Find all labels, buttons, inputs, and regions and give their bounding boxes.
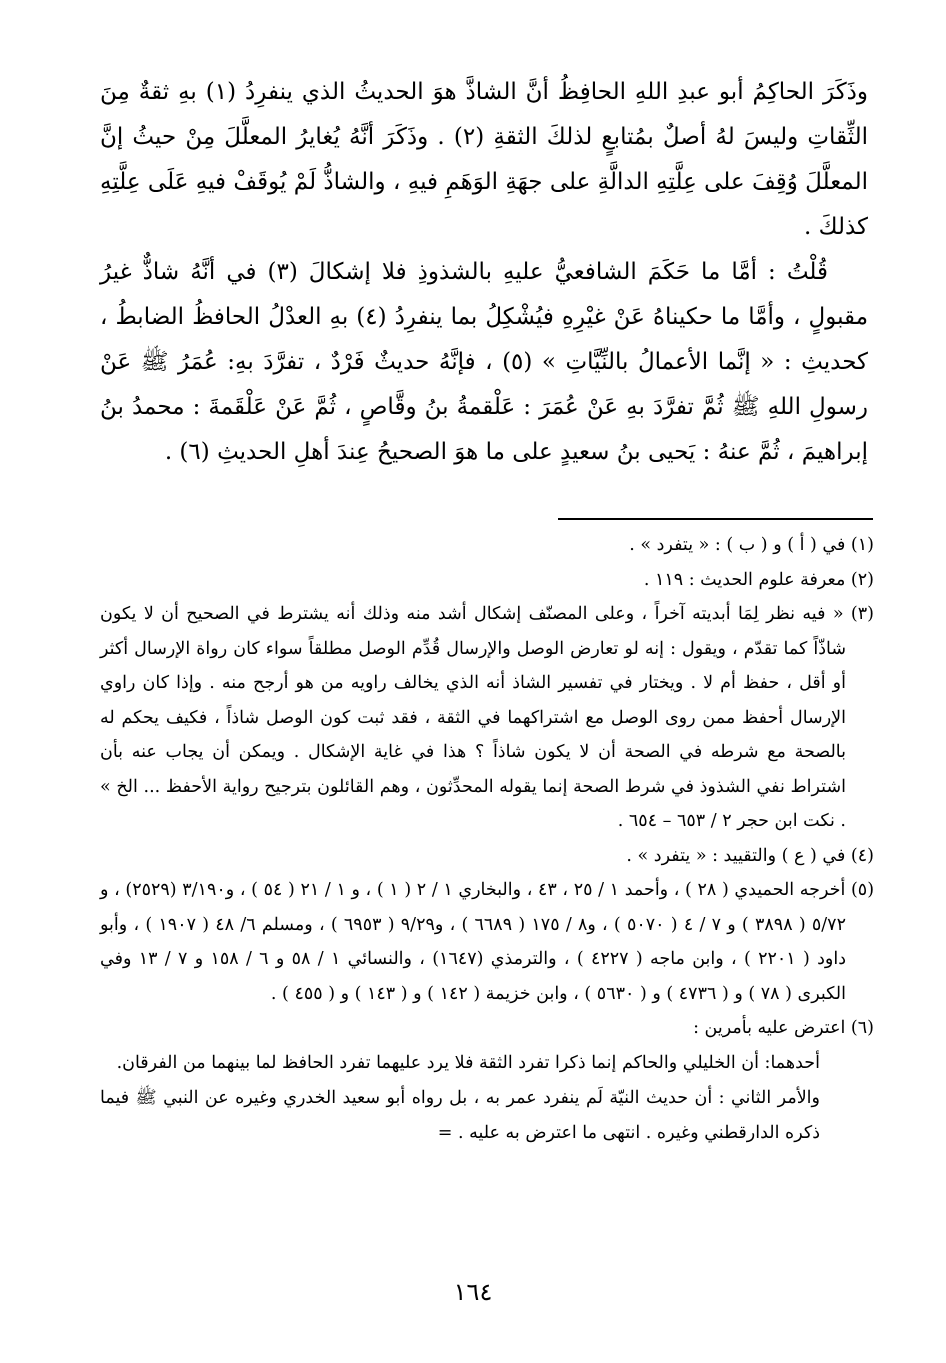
footnote-4: (٤) في ( ع ) والتقييد : « يتفرد » . [626, 845, 874, 866]
footnote-6-item-1: أحدهما: أن الخليلي والحاكم إنما ذكرا تفرد الثقة فلا يرد عليهما تفرد الحافظ لما بينهما من الفرقان. [116, 1052, 820, 1073]
page-number: ١٦٤ [453, 1278, 493, 1306]
main-paragraph-1: وذَكَرَ الحاكِمُ أبو عبدِ اللهِ الحافِظُ أنَّ الشاذَّ هوَ الحديثُ الذي ينفرِدُ (١) بهِ ثقةٌ مِنَ الثِّقاتِ وليسَ لهُ أصلٌ بمُتابعٍ لذلكَ الثقةِ (٢) . وذَكَرَ أنَّهُ يُغايرُ المعلَّلَ مِنْ حيثُ إنَّ المعلَّلَ وُقِفَ على عِلَّتِهِ الدالَّةِ على جهَةِ الوَهَمِ فيهِ ، والشاذُّ لَمْ يُوقَفْ فيهِ عَلَى عِلَّتِهِ كذلكَ . [100, 79, 869, 240]
footnote-1: (١) في ( أ ) و ( ب ) : « يتفرد » . [629, 535, 874, 555]
footnote-3: (٣) « فيه نظر لِمَا أبديته آخراً ، وعلى المصنّف إشكال أشد منه وذلك أنه يشترط في الصحيح أن لا يكون شاذّاً كما تقدّم ، ويقول : إنه لو تعارض الوصل والإرسال قُدِّم الوصل مطلقاً سواء كان رواة الإرسال أكثر أو أقل ، حفظ أم لا . ويختار في تفسير الشاذ أنه الذي يخالف راويه من هو أرجح منه . وإذا كان راوي الإرسال أحفظ ممن روى الوصل مع اشتراكهما في الثقة ، فقد ثبت كون الوصل شاذاً ، فكيف يحكم له بالصحة مع شرطه في الصحة أن لا يكون شاذاً ؟ هذا في غاية الإشكال . ويمكن أن يجاب عنه بأن اشتراط نفي الشذوذ في شرط الصحة إنما يقوله المحدِّثون ، وهم القائلون بترجيح رواية الأحفظ ... الخ » . نكت ابن حجر ٢ / ٦٥٣ – ٦٥٤ . [100, 604, 874, 831]
footnote-5: (٥) أخرجه الحميدي ( ٢٨ ) ، وأحمد ١ / ٢٥ ، ٤٣ ، والبخاري ١ / ٢ ( ١ ) ، و ١ / ٢١ ( ٥٤ ) ، و٣/١٩٠ (٢٥٢٩) ، و ٥/٧٢ ( ٣٨٩٨ ) و ٧ / ٤ ( ٥٠٧٠ ) ، و٨ / ١٧٥ ( ٦٦٨٩ ) ، و٩/٢٩ ( ٦٩٥٣ ) ، ومسلم ٦/ ٤٨ ( ١٩٠٧ ) ، وأبو داود ( ٢٢٠١ ) ، وابن ماجه ( ٤٢٢٧ ) ، والترمذي (١٦٤٧) ، والنسائي ١ / ٥٨ و ٦ / ١٥٨ و ٧ / ١٣ وفي الكبرى ( ٧٨ ) و ( ٤٧٣٦ ) و ( ٥٦٣٠ ) ، وابن خزيمة ( ١٤٢ ) و ( ١٤٣ ) و ( ٤٥٥ ) . [100, 880, 875, 1004]
footnote-6-item-2: والأمر الثاني : أن حديث النيّة لَم ينفرد عمر به ، بل رواه أبو سعيد الخدري وغيره عن النبي ﷺ فيما ذكره الدارقطني وغيره . انتهى ما اعترض به عليه . = [100, 1087, 820, 1143]
main-paragraph-2: قُلْتُ : أمَّا ما حَكَمَ الشافعيُّ عليهِ بالشذوذِ فلا إشكالَ (٣) في أنَّهُ شاذٌّ غيرُ مقبولٍ ، وأمَّا ما حكيناهُ عَنْ غيْرِهِ فيُشْكِلُ بما ينفرِدُ (٤) بهِ العدْلُ الحافظُ الضابطُ ، كحديثِ : « إنَّما الأعمالُ بالنِّيَّاتِ » (٥) ، فإنَّهُ حديثٌ فَرْدٌ ، تفرَّدَ بهِ: عُمَرُ ﷺ عَنْ رسولِ اللهِ ﷺ ثُمَّ تفرَّدَ بهِ عَنْ عُمَرَ : عَلْقمةُ بنُ وقَّاصٍ ، ثُمَّ عَنْ عَلْقَمةَ : محمدُ بنُ إبراهيمَ ، ثُمَّ عنهُ : يَحيى بنُ سعيدٍ على ما هوَ الصحيحُ عِندَ أهلِ الحديثِ (٦) . [100, 259, 869, 465]
main-text [100, 70, 868, 475]
footnote-6: (٦) اعترض عليه بأمرين : [693, 1018, 874, 1038]
footnote-separator [558, 518, 873, 520]
footnotes [100, 528, 874, 1151]
footnote-2: (٢) معرفة علوم الحديث : ١١٩ . [643, 569, 874, 590]
